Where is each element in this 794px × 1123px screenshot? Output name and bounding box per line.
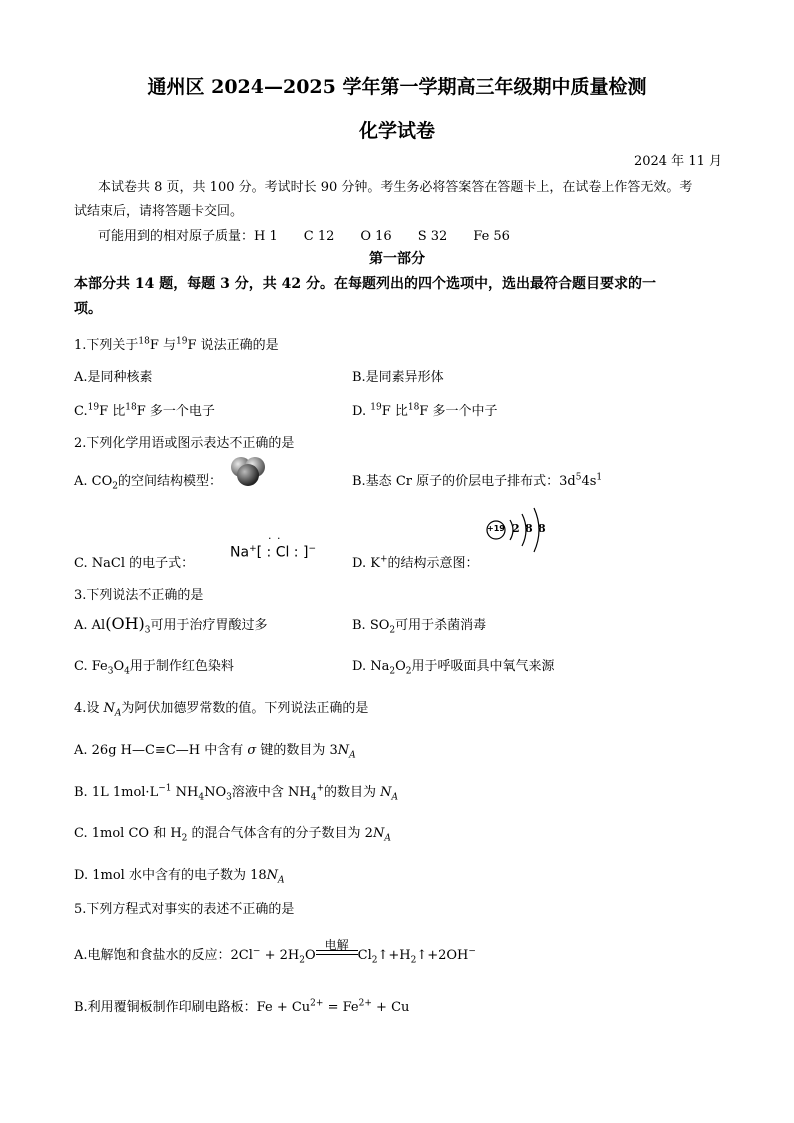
- exam-date: 2024 年 11 月: [633, 154, 722, 169]
- q4-stem: 4.设 $N_A$为阿伏加德罗常数的值。下列说法正确的是: [74, 701, 369, 719]
- q2-stem: 2.下列化学用语或图示表达不正确的是: [74, 436, 295, 451]
- q5-option-b: B.利用覆铜板制作印刷电路板：$Fe + Cu^{2+} = Fe^{2+} + Cu$: [74, 998, 410, 1015]
- q5-stem: 5.下列方程式对事实的表述不正确的是: [74, 902, 295, 917]
- q2-option-c: C. NaCl 的电子式：: [74, 556, 195, 571]
- q4-option-b: B. 1L $1mol\cdot L^{-1}$ $NH_4NO_3$溶液中含 $NH_4^+$的数目为 $N_A$: [74, 783, 399, 803]
- q1-option-b: B.是同素异形体: [352, 370, 444, 385]
- q1-option-a: A.是同种核素: [74, 370, 153, 385]
- electrolysis-condition: 电解: [316, 954, 358, 959]
- instructions-line2: 试结束后，请将答题卡交回。: [74, 204, 244, 219]
- q3-option-a: A. $Al(OH)_3$可用于治疗胃酸过多: [74, 614, 268, 636]
- q3-option-d: D. $Na_2O_2$用于呼吸面具中氧气来源: [352, 659, 555, 677]
- q3-stem: 3.下列说法不正确的是: [74, 588, 204, 603]
- part1-desc-line2: 项。: [74, 301, 102, 317]
- part1-desc-line1: 本部分共 14 题，每题 3 分，共 42 分。在每题列出的四个选项中，选出最符合题目要求的一: [74, 276, 656, 292]
- instructions-line1: 本试卷共 8 页，共 100 分。考试时长 90 分钟。考生务必将答案答在答题卡上，在试卷上作答无效。考: [98, 180, 693, 195]
- q3-option-c: C. $Fe_3O_4$用于制作红色染料: [74, 659, 234, 677]
- q1-option-d: D. $^{19}$F 比$^{18}$F 多一个中子: [352, 402, 498, 419]
- q1-stem: 1.下列关于$^{18}$F 与$^{19}$F 说法正确的是: [74, 336, 279, 353]
- q3-option-b: B. $SO_2$可用于杀菌消毒: [352, 618, 487, 636]
- k-ion-structure-diagram: +19 2 8 8: [484, 500, 554, 560]
- part1-heading: 第一部分: [369, 251, 425, 267]
- q2-option-a: A. $CO_2$的空间结构模型：: [74, 474, 223, 492]
- exam-subtitle: 化学试卷: [358, 120, 435, 142]
- q5-option-a: A.电解饱和食盐水的反应：$2Cl^- + 2H_2O$ 电解 $Cl_2↑+H_2↑+2OH^-$: [74, 938, 476, 966]
- q4-option-c: C. 1mol CO 和 $H_2$ 的混合气体含有的分子数目为 $2N_A$: [74, 826, 391, 844]
- co2-space-filling-model-icon: [228, 455, 268, 489]
- atomic-masses: 可能用到的相对原子质量：H 1 C 12 O 16 S 32 Fe 56: [98, 229, 510, 244]
- q2-option-b: B.基态 Cr 原子的价层电子排布式：$3d^54s^1$: [352, 472, 603, 489]
- q1-option-c: C.$^{19}$F 比$^{18}$F 多一个电子: [74, 402, 215, 419]
- q2-option-d: D. K+的结构示意图：: [352, 554, 479, 571]
- q4-option-d: D. 1mol 水中含有的电子数为 $18N_A$: [74, 868, 285, 886]
- exam-title: 通州区 2024—2025 学年第一学期高三年级期中质量检测: [147, 76, 647, 98]
- q4-option-a: A. 26g H—C≡C—H 中含有 σ 键的数目为 $3N_A$: [74, 743, 356, 761]
